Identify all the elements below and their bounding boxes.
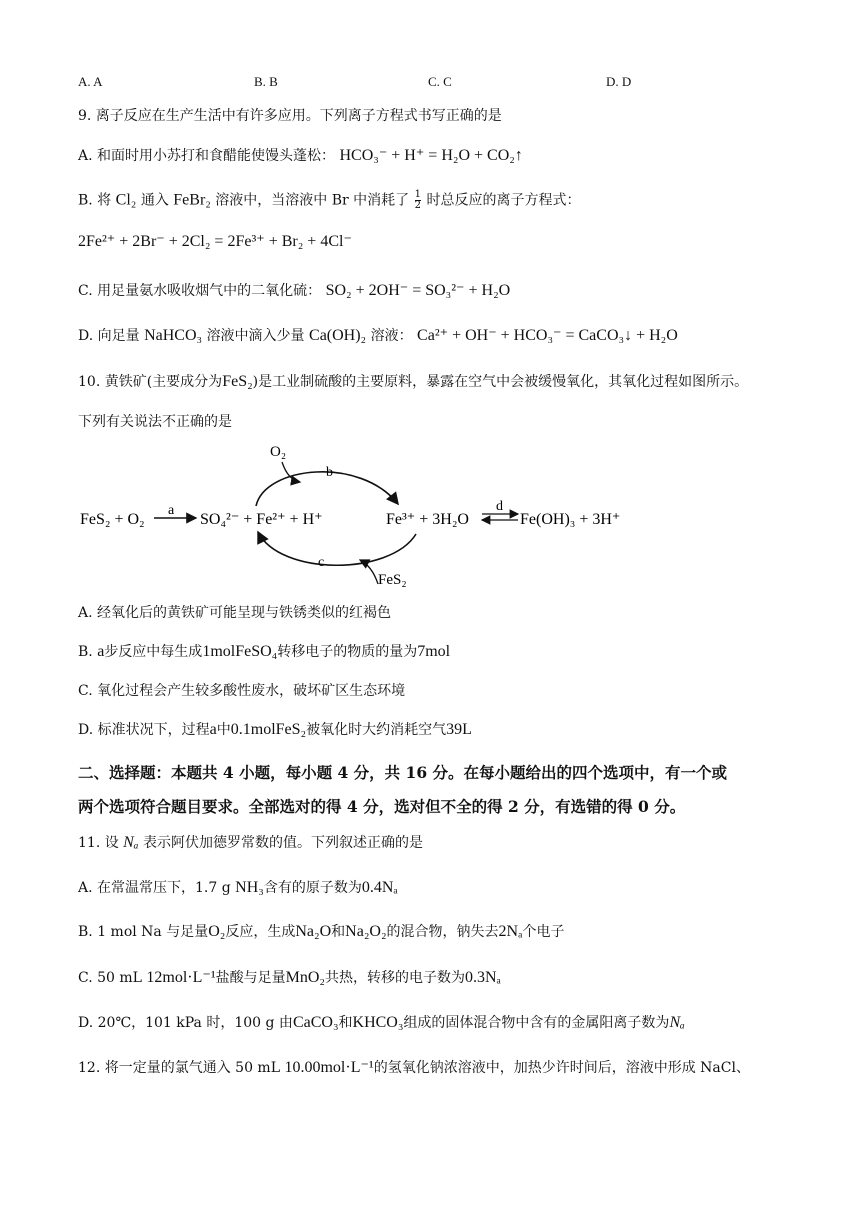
q9-d-text1: D. 向足量 <box>78 328 140 344</box>
q10-stem-fes2: FeS₂ <box>222 373 253 390</box>
oxidation-cycle-diagram <box>60 436 660 592</box>
q11-option-c <box>78 968 501 988</box>
q11-d-khco3: KHCO₃ <box>352 1014 404 1031</box>
q10-d-text2: 中 <box>216 722 231 738</box>
q9-a-text: A. 和面时用小苏打和食醋能使馒头蓬松： <box>78 148 336 164</box>
arc-c-label: c <box>318 555 325 570</box>
q9-option-a <box>78 146 523 166</box>
q10-d-text3: 被氧化时大约消耗空气 <box>306 722 447 738</box>
q11-c-text1: C. 50 mL <box>78 970 142 986</box>
q11-a-nh3: NH₃ <box>235 879 264 896</box>
q11-b-text2: 反应，生成 <box>225 924 296 940</box>
diagram-mid-species: SO₄²⁻ + Fe²⁺ + H⁺ <box>200 511 323 528</box>
q11-b-text1: B. 1 mol Na 与足量 <box>78 924 209 940</box>
q11-stem-text2: 表示阿伏加德罗常数的值。下列叙述正确的是 <box>142 835 423 851</box>
q11-c-value: 0.3Nₐ <box>465 969 501 986</box>
bottom-reagent-fes2: FeS₂ <box>378 572 407 588</box>
q10-d-text1: D. 标准状况下，过程 <box>78 722 210 738</box>
diagram-right-products: Fe(OH)₃ + 3H⁺ <box>520 511 621 528</box>
q11-option-a <box>78 878 398 898</box>
q9-option-c <box>78 281 510 301</box>
q11-d-value: Nₐ <box>669 1014 685 1031</box>
arc-b-label: b <box>326 465 333 480</box>
q10-option-b <box>78 642 450 662</box>
q10-b-a: a <box>97 643 105 660</box>
q11-b-text4: 的混合物，钠失去 <box>386 924 499 940</box>
q11-d-text3: 组成的固体混合物中含有的金属阳离子数为 <box>403 1015 670 1031</box>
option-d: D. D <box>606 74 632 89</box>
q10-b-text3: 转移电子的物质的量为 <box>277 644 418 660</box>
q11-b-text5: 个电子 <box>522 924 565 940</box>
q10-d-a: a <box>209 721 217 738</box>
q9-b-cl2: Cl₂ <box>115 191 137 209</box>
fraction-denominator: 2 <box>414 200 422 211</box>
q10-d-amount: 0.1molFeS₂ <box>230 721 307 738</box>
top-reagent-o2: O₂ <box>270 444 287 460</box>
q10-d-value: 39L <box>446 721 472 738</box>
arc-c <box>258 532 416 565</box>
q11-a-text2: 含有的原子数为 <box>263 880 362 896</box>
section2-heading-line2: 两个选项符合题目要求。全部选对的得 4 分，选对但不全的得 2 分，有选错的得 0 分。 <box>78 797 686 816</box>
q9-b-text1: B. 将 <box>78 192 112 209</box>
q12-concentration: 10.00mol·L⁻¹ <box>284 1059 374 1076</box>
q12-text2: 的氢氧化钠浓溶液中，加热少许时间后，溶液中形成 NaCl、 <box>373 1060 750 1076</box>
q11-c-text3: 共热，转移的电子数为 <box>325 970 465 986</box>
q9-d-nahco3: NaHCO₃ <box>144 327 203 344</box>
q9-a-equation: HCO₃⁻ + H⁺ = H₂O + CO₂↑ <box>339 147 523 164</box>
q9-c-equation: SO₂ + 2OH⁻ = SO₃²⁻ + H₂O <box>325 282 511 299</box>
q9-d-text2: 溶液中滴入少量 <box>206 328 305 344</box>
q11-d-caco3: CaCO₃ <box>292 1014 339 1031</box>
q11-c-mno2: MnO₂ <box>285 969 325 986</box>
q9-b-text2: 通入 <box>140 192 169 209</box>
q9-stem: 9. 离子反应在生产生活中有许多应用。下列离子方程式书写正确的是 <box>78 108 502 124</box>
q11-d-text1: D. 20℃，101 kPa 时，100 g 由 <box>78 1015 293 1031</box>
q9-b-text3: 溶液中，当溶液中 Br 中消耗了 <box>215 192 410 209</box>
arrow-a-label: a <box>168 503 175 518</box>
q10-stem-text2: )是工业制硫酸的主要原料，暴露在空气中会被缓慢氧化，其氧化过程如图所示。 <box>252 374 749 390</box>
q10-b-text2: 步反应中每生成 <box>104 644 203 660</box>
q11-stem <box>78 833 423 853</box>
q11-b-text3: 和 <box>331 924 346 940</box>
q11-a-value: 0.4Nₐ <box>361 879 398 896</box>
q9-b-equation-line <box>78 232 352 252</box>
q9-d-caoh2: Ca(OH)₂ <box>309 327 367 344</box>
q10-b-amount: 1molFeSO₄ <box>202 643 278 660</box>
q11-stem-na: Nₐ <box>123 834 139 851</box>
section2-heading-line1: 二、选择题：本题共 4 小题，每小题 4 分，共 16 分。在每小题给出的四个选项中，有一个或 <box>78 763 728 782</box>
option-b: B. B <box>254 74 278 89</box>
q11-b-na2o2: Na₂O₂ <box>345 923 387 940</box>
q11-d-text2: 和 <box>338 1015 353 1031</box>
q10-option-d <box>78 720 472 740</box>
q12-text1: 12. 将一定量的氯气通入 50 mL <box>78 1060 281 1076</box>
q9-b-fraction <box>415 190 421 211</box>
diagram-right-species: Fe³⁺ + 3H₂O <box>386 511 469 528</box>
q9-d-text3: 溶液： <box>370 328 413 344</box>
q11-c-text2: 盐酸与足量 <box>215 970 286 986</box>
q12-stem <box>78 1058 750 1078</box>
q9-c-text: C. 用足量氨水吸收烟气中的二氧化硫： <box>78 283 322 299</box>
q9-d-equation: Ca²⁺ + OH⁻ + HCO₃⁻ = CaCO₃↓ + H₂O <box>417 327 678 344</box>
q10-stem-text1: 10. 黄铁矿(主要成分为 <box>78 374 223 390</box>
q9-b-text4: 时总反应的离子方程式： <box>426 192 581 209</box>
q9-option-d <box>78 326 678 346</box>
q11-b-na2o: Na₂O <box>295 923 332 940</box>
q10-b-value: 7mol <box>417 643 451 660</box>
arrow-d-label: d <box>496 499 503 514</box>
option-a: A. A <box>78 74 103 89</box>
q9-b-febr2: FeBr₂ <box>173 191 211 209</box>
q11-a-text1: A. 在常温常压下，1.7 g <box>78 880 231 896</box>
q11-b-o2: O₂ <box>208 923 226 940</box>
q9-b-equation: 2Fe²⁺ + 2Br⁻ + 2Cl₂ = 2Fe³⁺ + Br₂ + 4Cl⁻ <box>78 233 352 250</box>
option-c: C. C <box>428 74 452 89</box>
q10-option-a: A. 经氧化后的黄铁矿可能呈现与铁锈类似的红褐色 <box>78 605 392 621</box>
q10-b-text1: B. <box>78 644 93 660</box>
q11-option-b <box>78 922 564 942</box>
q11-b-value: 2Nₐ <box>498 923 523 940</box>
q10-stem <box>78 372 748 392</box>
q11-option-d <box>78 1013 685 1033</box>
q10-option-c: C. 氧化过程会产生较多酸性废水，破坏矿区生态环境 <box>78 683 406 699</box>
q9-option-b <box>78 190 580 211</box>
q11-stem-text1: 11. 设 <box>78 835 119 851</box>
q10-stem-line2: 下列有关说法不正确的是 <box>78 414 232 430</box>
diagram-left-equation: FeS₂ + O₂ <box>80 511 145 528</box>
fraction-numerator: 1 <box>414 189 422 200</box>
q11-c-concentration: 12mol·L⁻¹ <box>146 969 216 986</box>
